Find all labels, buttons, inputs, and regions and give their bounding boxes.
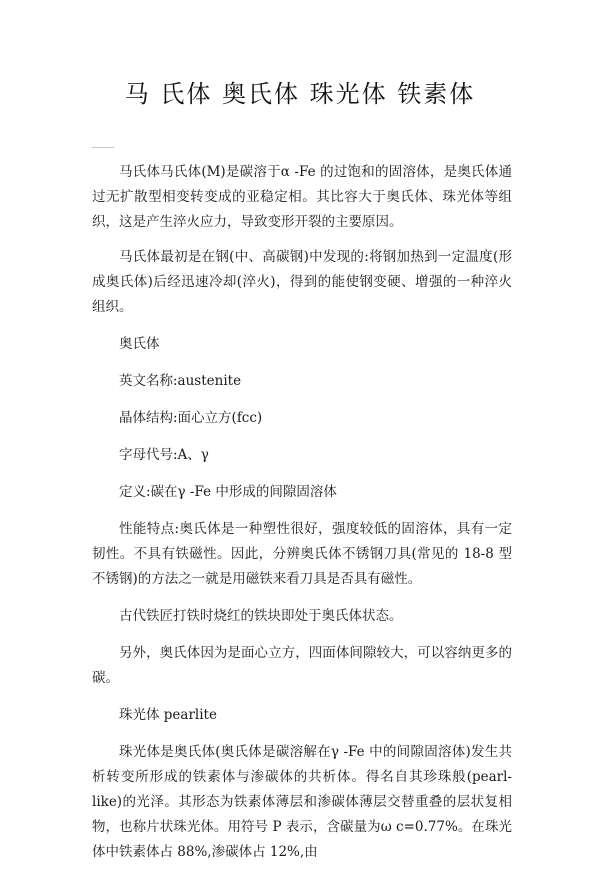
paragraph-crystal-structure: 晶体结构:面心立方(fcc) (119, 410, 263, 426)
paragraph-definition: 定义:碳在γ -Fe 中形成的间隙固溶体 (119, 484, 337, 500)
paragraph-pearlite-definition: 珠光体是奥氏体(奥氏体是碳溶解在γ -Fe 中的间隙固溶体)发生共析转变所形成的铁素体与渗碳体的共析体。得名自其珍珠般(pearl-like)的光泽。其形态为铁素体薄层和渗碳体薄层交替重叠的层状复相物，也称片状珠光体。用符号 P 表示，含碳量为ω c=0.77%。在珠光体中铁素体占 88%,渗碳体占 12%,由 (92, 744, 512, 860)
paragraph-fcc-carbon: 另外，奥氏体因为是面心立方，四面体间隙较大，可以容纳更多的碳。 (92, 645, 512, 686)
paragraph-letter-symbol: 字母代号:A、γ (119, 447, 209, 463)
paragraph-martensite-definition: 马氏体马氏体(M)是碳溶于α -Fe 的过饱和的固溶体，是奥氏体通过无扩散型相变转变成的亚稳定相。其比容大于奥氏体、珠光体等组织，这是产生淬火应力，导致变形开裂的主要原因。 (92, 164, 512, 230)
header-divider (92, 147, 114, 148)
document-body (92, 160, 512, 877)
paragraph-properties: 性能特点:奥氏体是一种塑性很好，强度较低的固溶体，具有一定韧性。不具有铁磁性。因此，分辨奥氏体不锈钢刀具(常见的 18-8 型不锈钢)的方法之一就是用磁铁来看刀具是否具有磁性。 (92, 521, 512, 587)
paragraph-ancient-blacksmith: 古代铁匠打铁时烧红的铁块即处于奥氏体状态。 (119, 608, 403, 624)
paragraph-english-name: 英文名称:austenite (119, 373, 242, 389)
section-heading-pearlite: 珠光体 pearlite (119, 707, 217, 723)
paragraph-martensite-origin: 马氏体最初是在钢(中、高碳钢)中发现的:将钢加热到一定温度(形成奥氏体)后经迅速冷却(淬火)，得到的能使钢变硬、增强的一种淬火组织。 (92, 249, 512, 315)
page-title: 马 氏体 奥氏体 珠光体 铁素体 (124, 80, 476, 108)
section-heading-austenite: 奥氏体 (119, 336, 160, 352)
